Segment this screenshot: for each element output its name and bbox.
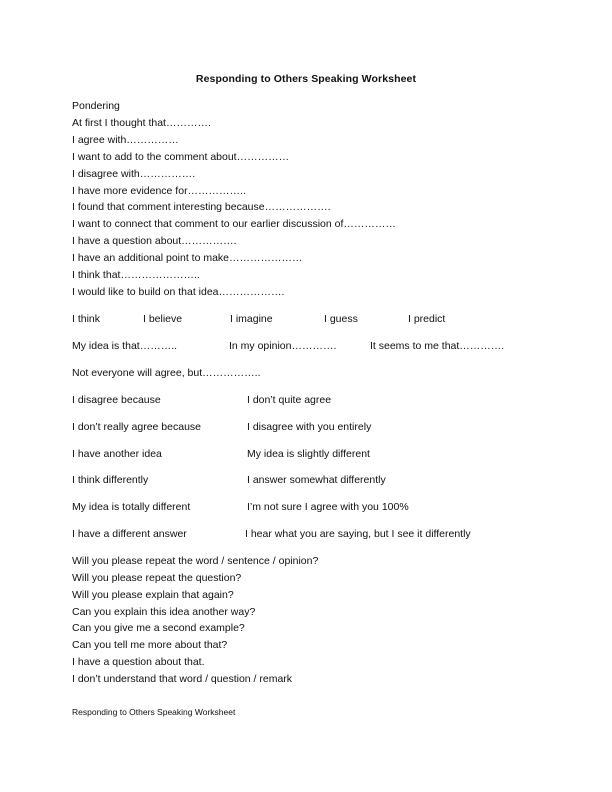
pair-row	[72, 500, 542, 514]
pair-left: I don’t really agree because	[72, 421, 201, 433]
starter-item: I guess	[324, 313, 358, 325]
question-line: Will you please repeat the word / sentence / opinion?	[72, 555, 319, 567]
pair-left: I think differently	[72, 474, 149, 486]
pondering-line: I want to connect that comment to our earlier discussion of……………	[72, 218, 396, 230]
pondering-line: I disagree with…………….	[72, 168, 196, 180]
pair-right: I answer somewhat differently	[247, 474, 386, 486]
pondering-line: I want to add to the comment about……………	[72, 151, 290, 163]
opinion-row	[72, 339, 542, 353]
question-line: I have a question about that.	[72, 656, 205, 668]
pair-left: My idea is totally different	[72, 501, 191, 513]
starter-item: I believe	[143, 313, 183, 325]
question-line: I don’t understand that word / question / remark	[72, 673, 293, 685]
page-title: Responding to Others Speaking Worksheet	[195, 73, 417, 85]
pondering-line: I would like to build on that idea……………….	[72, 286, 285, 298]
pair-row	[72, 447, 542, 461]
pair-row	[72, 527, 542, 541]
question-line: Will you please repeat the question?	[72, 572, 242, 584]
pondering-line: I have more evidence for……………..	[72, 185, 246, 197]
pondering-line: I have a question about…………….	[72, 235, 237, 247]
pair-left: I disagree because	[72, 394, 161, 406]
question-line: Can you give me a second example?	[72, 622, 245, 634]
question-line: Will you please explain that again?	[72, 589, 234, 601]
pair-right: I don’t quite agree	[247, 394, 332, 406]
opinion-item: In my opinion………….	[229, 340, 337, 352]
starter-item: I think	[72, 313, 101, 325]
page-footer: Responding to Others Speaking Worksheet	[72, 707, 236, 717]
question-line: Can you tell me more about that?	[72, 639, 228, 651]
pair-right: I’m not sure I agree with you 100%	[247, 501, 409, 513]
pair-right: I hear what you are saying, but I see it differently	[245, 528, 471, 540]
opinion-item: It seems to me that………….	[370, 340, 505, 352]
sentence-starters-row	[72, 312, 542, 326]
pair-right: My idea is slightly different	[247, 448, 370, 460]
pondering-line: I think that…………………..	[72, 269, 200, 281]
pondering-heading: Pondering	[72, 100, 120, 112]
pondering-line: I agree with……………	[72, 134, 179, 146]
pair-row	[72, 473, 542, 487]
starter-item: I imagine	[230, 313, 273, 325]
starter-item: I predict	[408, 313, 446, 325]
pair-row	[72, 393, 542, 407]
not-everyone-line: Not everyone will agree, but……………..	[72, 367, 261, 379]
pair-right: I disagree with you entirely	[247, 421, 372, 433]
pair-left: I have a different answer	[72, 528, 187, 540]
pondering-line: At first I thought that………….	[72, 117, 211, 129]
pair-row	[72, 420, 542, 434]
pondering-line: I have an additional point to make…………………	[72, 252, 303, 264]
question-line: Can you explain this idea another way?	[72, 606, 256, 618]
pair-left: I have another idea	[72, 448, 162, 460]
pondering-line: I found that comment interesting because……………….	[72, 201, 331, 213]
opinion-item: My idea is that………..	[72, 340, 178, 352]
